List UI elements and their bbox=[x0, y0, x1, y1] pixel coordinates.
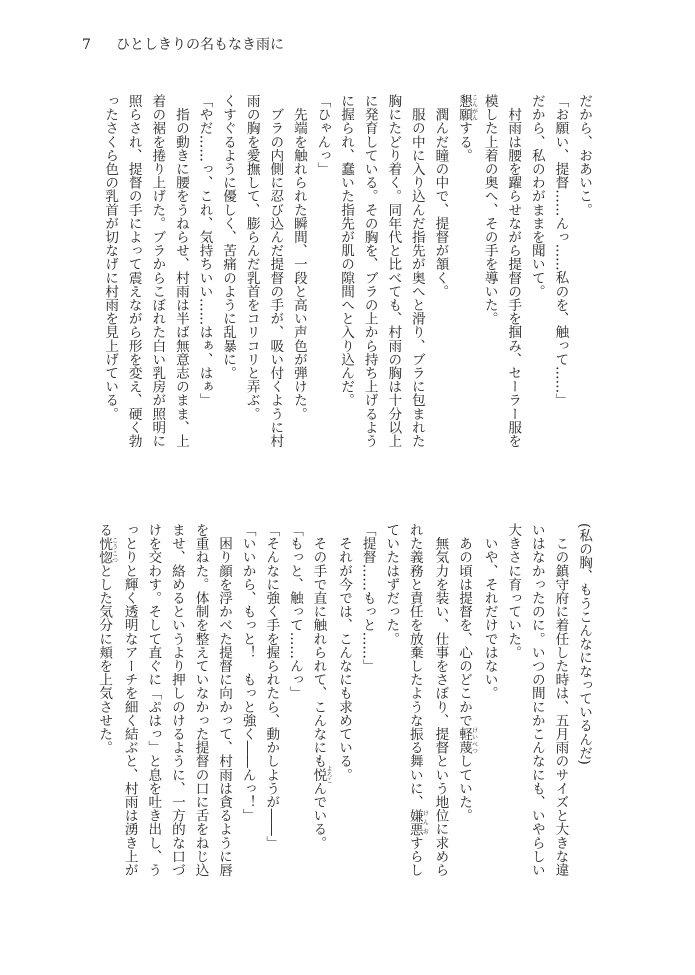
ruby-word: 懇願こんがん bbox=[456, 94, 478, 122]
text-line: ブラの内側に忍び込んだ提督の手が、吸い付くように村 bbox=[267, 94, 284, 448]
ruby-word: 恍惚こうこつ bbox=[96, 536, 118, 564]
ruby-word: 悦よろこ bbox=[310, 765, 332, 784]
text-line: 村雨は腰を躍らせながら提督の手を掴み、セーラー服を bbox=[505, 94, 522, 448]
text-line: あの頃は提督を、心のどこかで軽蔑けいべつしていた。 bbox=[456, 523, 478, 823]
text-line: を重ねた。体制を整えていなかった提督の口に舌をねじ込 bbox=[192, 523, 209, 877]
text-line: ませ、絡めるというより押しのけるように、一方的な口づ bbox=[168, 523, 185, 877]
text-line: 「提督……もっと……」 bbox=[359, 523, 376, 673]
text-line: ったさくら色の乳首が切なげに村雨を見上げている。 bbox=[102, 94, 119, 421]
ruby-reading: こんがん bbox=[470, 94, 478, 122]
text-line: 「いいから、もっと！ もっと強く――んっ！」 bbox=[239, 523, 256, 823]
text-line: に発育している。その胸を、ブラの上から持ち上げるよう bbox=[361, 94, 378, 448]
text-line: くすぐるように優しく、苦痛のように乱暴に。 bbox=[220, 94, 237, 380]
text-line: この鎮守府に着任した時は、五月雨のサイズと大きな違 bbox=[552, 523, 569, 877]
page-number: 7 bbox=[82, 37, 91, 53]
text-line: っとりと輝く透明なアーチを細く結ぶと、村雨は湧き上が bbox=[121, 523, 138, 877]
text-line: 「そんなに強く手を握られたら、動かしようが――」 bbox=[263, 523, 280, 850]
text-line: れた義務と責任を放棄したような振る舞いに、嫌悪けんおすらし bbox=[406, 523, 429, 877]
text-line: 「もっと、触って……んっ」 bbox=[286, 523, 303, 700]
page-header bbox=[82, 34, 284, 54]
ruby-reading: よろこ bbox=[324, 765, 332, 784]
text-line: 懇願こんがんする。 bbox=[456, 94, 478, 163]
text-line: それが今では、こんなにも求めている。 bbox=[336, 523, 353, 782]
text-line: けを交わす。そして直ぐに「ぷはっ」と息を吐き出し、う bbox=[145, 523, 162, 877]
text-block-top bbox=[98, 94, 595, 454]
text-line: 無気力を装い、仕事をさぼり、提督という地位に求めら bbox=[432, 523, 449, 877]
text-line: だから、おあいこ。 bbox=[576, 94, 592, 217]
ruby-word: 軽蔑けいべつ bbox=[456, 727, 478, 755]
text-line: 雨の胸を愛撫して、膨らんだ乳首をコリコリと弄ぶ。 bbox=[243, 94, 260, 421]
text-line: 着の裾を捲り上げた。ブラからこぼれた白い乳房が照明に bbox=[149, 94, 166, 448]
text-line: (私の胸、もうこんなになっているんだ) bbox=[576, 523, 592, 765]
text-line: 服の中に入り込んだ指先が奥へと滑り、ブラに包まれた bbox=[408, 94, 425, 448]
text-line: 潤んだ瞳の中で、提督が頷く。 bbox=[432, 94, 449, 298]
ruby-reading: けいべつ bbox=[470, 727, 478, 755]
chapter-title: ひとしきりの名もなき雨に bbox=[116, 37, 284, 53]
text-block-bottom bbox=[92, 523, 595, 883]
ruby-word: 嫌悪けんお bbox=[406, 808, 429, 836]
text-line: 指の動きに腰をうねらせ、村雨は半ば無意志のまま、上 bbox=[172, 94, 189, 448]
text-line: 大きさに育っていた。 bbox=[505, 523, 522, 659]
text-line: 困り顔を浮かべた提督に向かって、村雨は貪るように唇 bbox=[216, 523, 233, 877]
text-line: 照らされ、提督の手によって震えながら形を変え、硬く勃 bbox=[125, 94, 142, 448]
text-line: る恍惚こうこつとした気分に頬を上気させた。 bbox=[96, 523, 118, 755]
ruby-reading: こうこつ bbox=[110, 536, 118, 564]
text-line: 「ひゃんっ」 bbox=[314, 94, 331, 176]
text-line: 「お願い、提督……んっ……私のを、触って……」 bbox=[552, 94, 569, 407]
text-line: 模した上着の奥へ、その手を導いた。 bbox=[481, 94, 498, 326]
text-line: 「やだ……っ、これ、気持ちいい……はぁ、はぁ」 bbox=[196, 94, 213, 407]
text-line: 胸にたどり着く。同年代と比べても、村雨の胸は十分以上 bbox=[385, 94, 402, 448]
ruby-reading: けんお bbox=[421, 808, 429, 836]
text-line: いはなかったのに。いつの間にかこんなにも、いやらしい bbox=[528, 523, 545, 877]
text-line: ていたはずだった。 bbox=[383, 523, 400, 646]
text-line: いや、それだけではない。 bbox=[481, 523, 498, 700]
text-line: 先端を触れられた瞬間、一段と高い声色が弾けた。 bbox=[290, 94, 307, 421]
text-line: その手で直に触れられて、こんなにも悦よろこんでいる。 bbox=[310, 523, 332, 850]
text-line: に握られ、蠢いた指先が肌の隙間へと入り込んだ。 bbox=[338, 94, 355, 407]
text-line: だから、私のわがままを聞いて。 bbox=[528, 94, 545, 298]
